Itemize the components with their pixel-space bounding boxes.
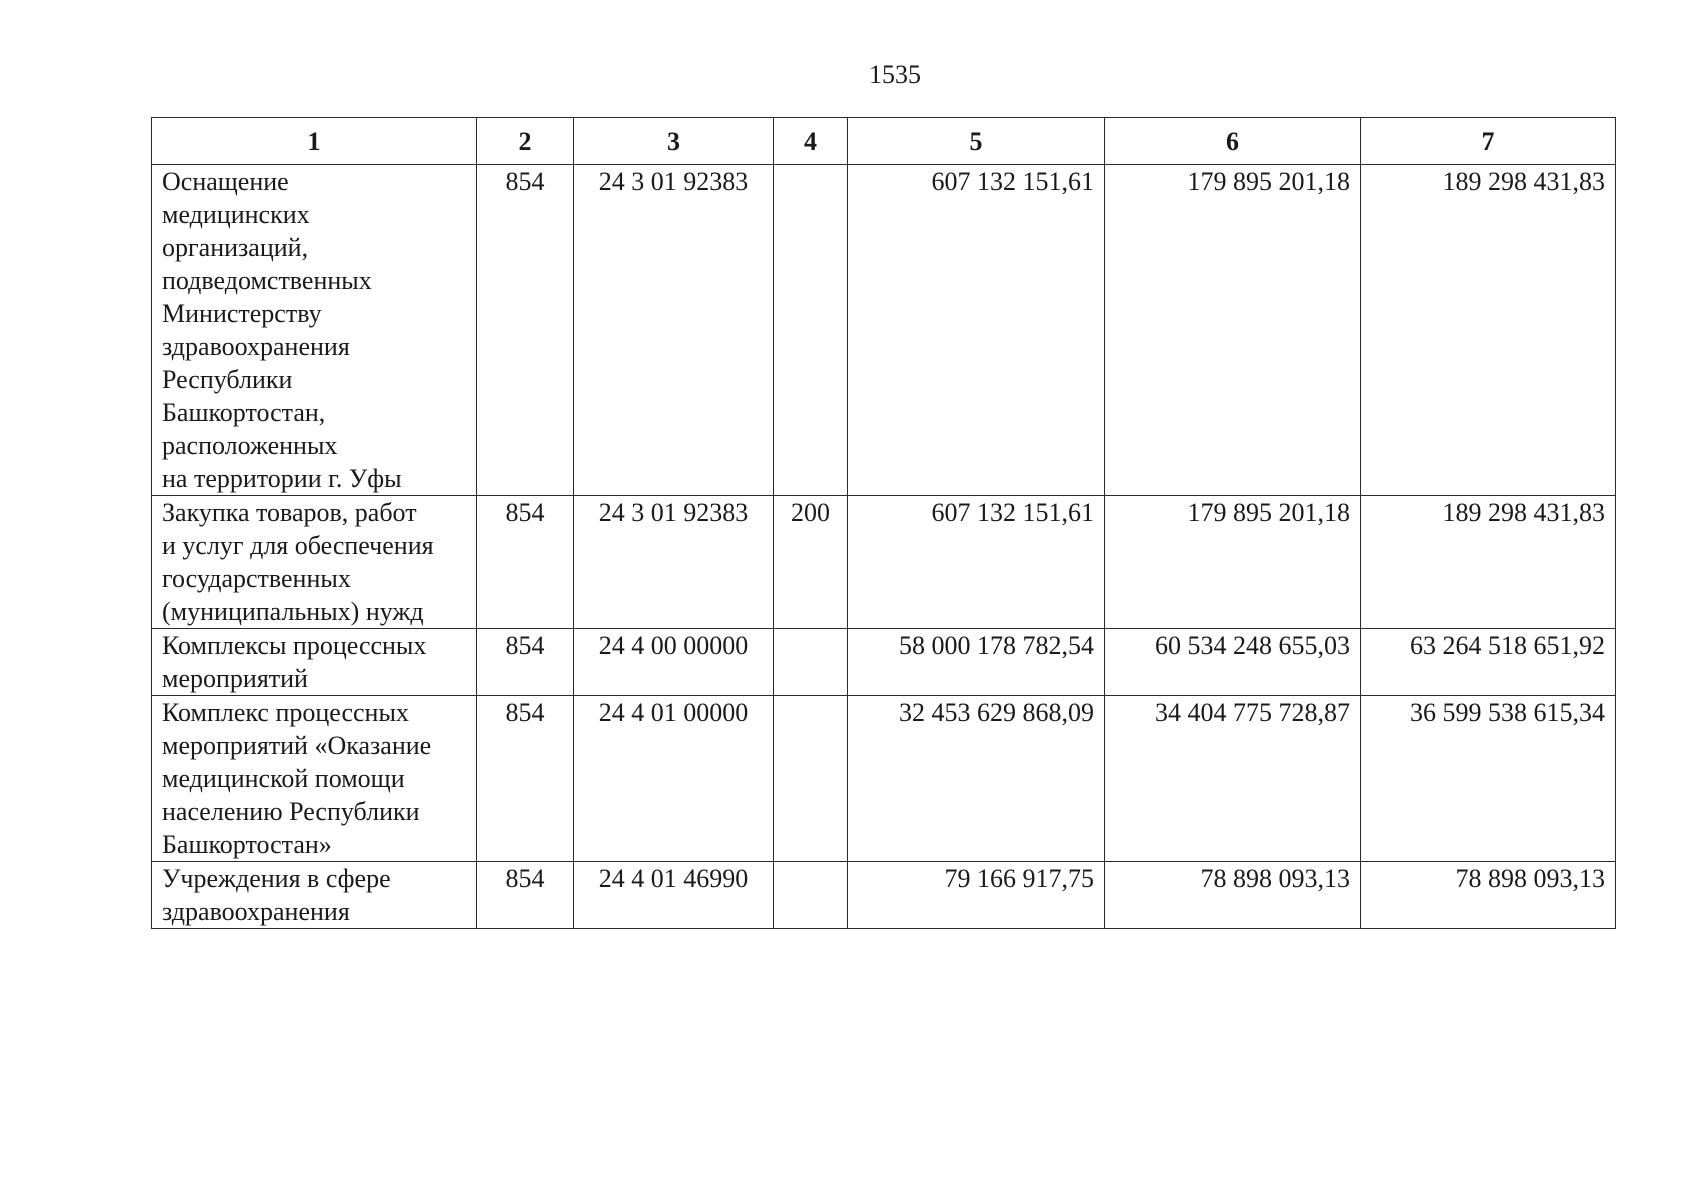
row-name-cell <box>152 696 477 862</box>
name-line: (муниципальных) нужд <box>162 597 424 626</box>
amount-col-6-cell: 179 895 201,18 <box>1105 496 1361 629</box>
ministry-code-cell: 854 <box>477 496 574 629</box>
name-line: медицинской помощи <box>162 764 405 793</box>
name-line: Комплекс процессных <box>162 698 409 727</box>
name-line: и услуг для обеспечения <box>162 531 434 560</box>
amount-col-5-cell: 607 132 151,61 <box>848 165 1105 496</box>
ministry-code-cell: 854 <box>477 696 574 862</box>
name-line: подведомственных <box>162 266 372 295</box>
header-col-1: 1 <box>152 118 477 165</box>
header-col-4: 4 <box>774 118 848 165</box>
name-line: мероприятий <box>162 664 308 693</box>
expense-type-cell <box>774 696 848 862</box>
amount-col-6-cell: 34 404 775 728,87 <box>1105 696 1361 862</box>
amount-col-7-cell: 63 264 518 651,92 <box>1361 629 1616 696</box>
ministry-code-cell: 854 <box>477 165 574 496</box>
row-name-cell <box>152 165 477 496</box>
name-line: Комплексы процессных <box>162 631 427 660</box>
table-row <box>152 165 1616 496</box>
expense-type-cell <box>774 629 848 696</box>
name-line: расположенных <box>162 431 338 460</box>
amount-col-7-cell: 36 599 538 615,34 <box>1361 696 1616 862</box>
amount-col-5-cell: 607 132 151,61 <box>848 496 1105 629</box>
name-line: Учреждения в сфере <box>162 864 391 893</box>
page-number: 1535 <box>869 60 921 89</box>
ministry-code-cell: 854 <box>477 862 574 929</box>
target-article-cell: 24 3 01 92383 <box>574 165 774 496</box>
amount-col-5-cell: 79 166 917,75 <box>848 862 1105 929</box>
target-article-cell: 24 4 01 00000 <box>574 696 774 862</box>
amount-col-5-cell: 58 000 178 782,54 <box>848 629 1105 696</box>
expense-type-cell <box>774 165 848 496</box>
name-line: Закупка товаров, работ <box>162 498 417 527</box>
header-col-7: 7 <box>1361 118 1616 165</box>
name-line: мероприятий «Оказание <box>162 731 432 760</box>
header-col-3: 3 <box>574 118 774 165</box>
name-line: Башкортостан, <box>162 398 326 427</box>
target-article-cell: 24 4 00 00000 <box>574 629 774 696</box>
name-line: государственных <box>162 564 351 593</box>
header-row <box>152 118 1616 165</box>
name-line: Министерству <box>162 299 322 328</box>
name-line: организаций, <box>162 233 309 262</box>
amount-col-5-cell: 32 453 629 868,09 <box>848 696 1105 862</box>
row-name-cell <box>152 496 477 629</box>
table-row <box>152 696 1616 862</box>
amount-col-7-cell: 189 298 431,83 <box>1361 496 1616 629</box>
name-line: Оснащение <box>162 167 289 196</box>
name-line: медицинских <box>162 200 310 229</box>
name-line: населению Республики <box>162 797 420 826</box>
name-line: на территории г. Уфы <box>162 464 402 493</box>
amount-col-7-cell: 78 898 093,13 <box>1361 862 1616 929</box>
expense-type-cell <box>774 862 848 929</box>
target-article-cell: 24 4 01 46990 <box>574 862 774 929</box>
name-line: Республики <box>162 365 293 394</box>
name-line: здравоохранения <box>162 897 350 926</box>
row-name-cell <box>152 629 477 696</box>
name-line: здравоохранения <box>162 332 350 361</box>
target-article-cell: 24 3 01 92383 <box>574 496 774 629</box>
row-name-cell <box>152 862 477 929</box>
amount-col-6-cell: 78 898 093,13 <box>1105 862 1361 929</box>
header-col-6: 6 <box>1105 118 1361 165</box>
table-row <box>152 496 1616 629</box>
table-row <box>152 629 1616 696</box>
ministry-code-cell: 854 <box>477 629 574 696</box>
header-col-2: 2 <box>477 118 574 165</box>
table-row <box>152 862 1616 929</box>
amount-col-7-cell: 189 298 431,83 <box>1361 165 1616 496</box>
budget-table <box>151 117 1616 929</box>
expense-type-cell: 200 <box>774 496 848 629</box>
amount-col-6-cell: 60 534 248 655,03 <box>1105 629 1361 696</box>
name-line: Башкортостан» <box>162 830 332 859</box>
amount-col-6-cell: 179 895 201,18 <box>1105 165 1361 496</box>
header-col-5: 5 <box>848 118 1105 165</box>
